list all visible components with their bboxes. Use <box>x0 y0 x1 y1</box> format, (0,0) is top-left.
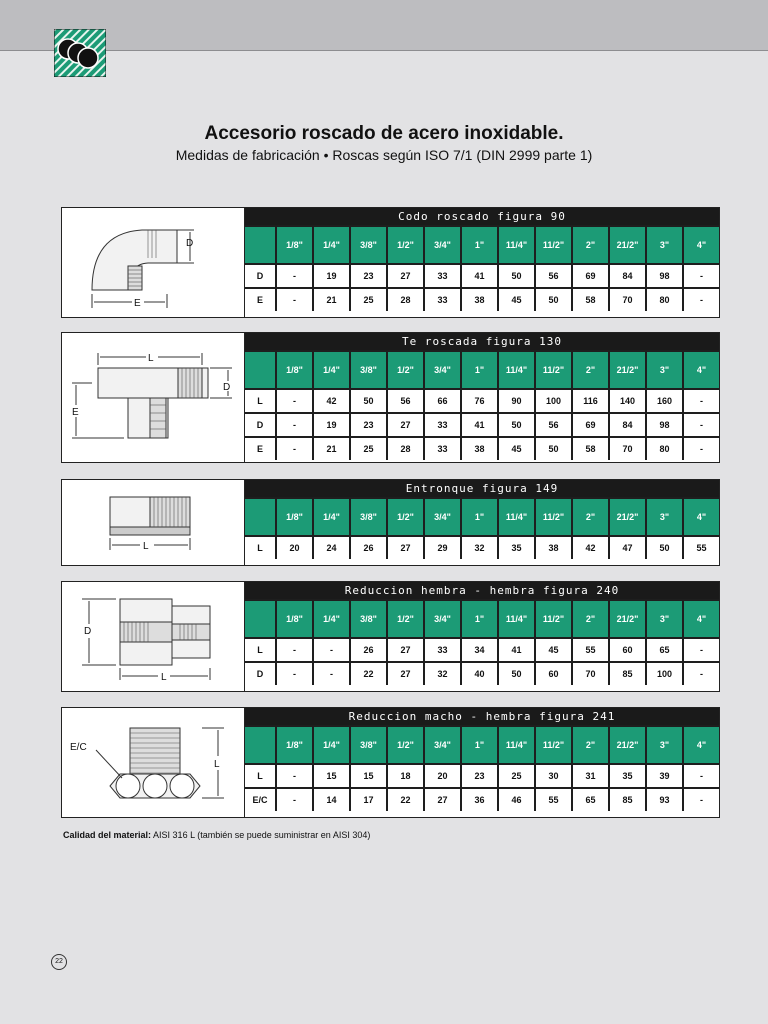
size-header-cell: 3" <box>647 601 682 637</box>
female-reducer-label-d: D <box>84 626 92 637</box>
size-header-cell: 1" <box>462 727 497 763</box>
value-cell: 84 <box>610 414 645 436</box>
value-cell: 70 <box>573 663 608 685</box>
size-header-cell: 3/8" <box>351 352 386 388</box>
value-cell: 35 <box>610 765 645 787</box>
value-cell: 70 <box>610 438 645 460</box>
female-reducer-label-l: L <box>161 672 167 683</box>
value-cell: - <box>684 663 719 685</box>
value-cell: 33 <box>425 414 460 436</box>
value-cell: - <box>277 289 312 311</box>
male-female-reducer-drawing <box>62 708 245 817</box>
value-cell: 70 <box>610 289 645 311</box>
value-cell: 23 <box>351 414 386 436</box>
table-grid <box>245 225 719 311</box>
value-cell: 21 <box>314 289 349 311</box>
value-cell: 27 <box>388 537 423 559</box>
table-grid <box>245 599 719 685</box>
value-cell: 160 <box>647 390 682 412</box>
value-cell: 90 <box>499 390 534 412</box>
value-cell: 25 <box>351 438 386 460</box>
value-cell: - <box>277 639 312 661</box>
value-cell: 15 <box>314 765 349 787</box>
value-cell: - <box>277 438 312 460</box>
value-cell: 56 <box>536 414 571 436</box>
value-cell: 14 <box>314 789 349 811</box>
size-header-cell: 11/2" <box>536 499 571 535</box>
value-cell: 47 <box>610 537 645 559</box>
value-cell: 19 <box>314 265 349 287</box>
value-cell: 41 <box>499 639 534 661</box>
tee-label-d: D <box>223 382 231 393</box>
value-cell: 85 <box>610 789 645 811</box>
table-block-female-reducer <box>61 581 720 692</box>
size-header-cell: 11/4" <box>499 727 534 763</box>
dimension-table <box>245 480 719 559</box>
value-cell: 42 <box>573 537 608 559</box>
value-cell: 30 <box>536 765 571 787</box>
size-header-cell: 1/8" <box>277 499 312 535</box>
value-cell: 80 <box>647 438 682 460</box>
size-header-cell: 1" <box>462 227 497 263</box>
row-label-cell: D <box>245 265 275 287</box>
row-label-cell: E/C <box>245 789 275 811</box>
value-cell: 25 <box>499 765 534 787</box>
value-cell: 26 <box>351 639 386 661</box>
value-cell: - <box>277 663 312 685</box>
value-cell: - <box>684 789 719 811</box>
value-cell: 35 <box>499 537 534 559</box>
size-header-cell: 11/2" <box>536 227 571 263</box>
size-header-cell: 3/4" <box>425 601 460 637</box>
size-header-cell: 1/8" <box>277 352 312 388</box>
material-note-text: AISI 316 L (también se puede suministrar en AISI 304) <box>153 830 371 840</box>
size-header-cell: 1/8" <box>277 601 312 637</box>
row-label-cell: L <box>245 537 275 559</box>
value-cell: 22 <box>388 789 423 811</box>
row-label-cell: E <box>245 289 275 311</box>
value-cell: 36 <box>462 789 497 811</box>
value-cell: - <box>684 765 719 787</box>
value-cell: 100 <box>647 663 682 685</box>
value-cell: 34 <box>462 639 497 661</box>
value-cell: 50 <box>499 414 534 436</box>
size-header-cell: 3" <box>647 727 682 763</box>
size-header-cell: 1" <box>462 499 497 535</box>
value-cell: 31 <box>573 765 608 787</box>
value-cell: 29 <box>425 537 460 559</box>
value-cell: 56 <box>388 390 423 412</box>
value-cell: 45 <box>536 639 571 661</box>
size-header-cell: 21/2" <box>610 601 645 637</box>
table-block-tee <box>61 332 720 463</box>
value-cell: 98 <box>647 414 682 436</box>
value-cell: 50 <box>499 663 534 685</box>
value-cell: 23 <box>351 265 386 287</box>
value-cell: 27 <box>388 414 423 436</box>
value-cell: 98 <box>647 265 682 287</box>
value-cell: 84 <box>610 265 645 287</box>
table-block-nipple <box>61 479 720 566</box>
value-cell: 39 <box>647 765 682 787</box>
value-cell: 69 <box>573 414 608 436</box>
value-cell: 24 <box>314 537 349 559</box>
size-header-cell: 1/4" <box>314 601 349 637</box>
value-cell: 66 <box>425 390 460 412</box>
size-header-cell: 1" <box>462 352 497 388</box>
size-header-cell: 11/4" <box>499 601 534 637</box>
value-cell: 140 <box>610 390 645 412</box>
size-header-cell: 11/4" <box>499 499 534 535</box>
size-header-cell: 1/2" <box>388 727 423 763</box>
value-cell: 85 <box>610 663 645 685</box>
row-label-cell: D <box>245 663 275 685</box>
size-header-cell: 11/2" <box>536 601 571 637</box>
value-cell: - <box>277 390 312 412</box>
table-title: Reduccion macho - hembra figura 241 <box>245 708 719 725</box>
size-header-cell: 3/8" <box>351 227 386 263</box>
table-block-elbow <box>61 207 720 318</box>
value-cell: 50 <box>536 438 571 460</box>
value-cell: - <box>314 639 349 661</box>
company-logo <box>54 29 106 77</box>
size-header-cell: 11/2" <box>536 352 571 388</box>
header-corner-cell <box>245 727 275 763</box>
material-note <box>63 830 370 840</box>
size-header-cell: 3/4" <box>425 727 460 763</box>
value-cell: 32 <box>462 537 497 559</box>
value-cell: 50 <box>536 289 571 311</box>
female-reducer-drawing <box>62 582 245 691</box>
elbow-label-e: E <box>134 298 141 309</box>
size-header-cell: 11/4" <box>499 352 534 388</box>
size-header-cell: 3" <box>647 499 682 535</box>
elbow-label-d: D <box>186 238 194 249</box>
value-cell: - <box>684 390 719 412</box>
size-header-cell: 3" <box>647 227 682 263</box>
tee-label-l: L <box>148 353 154 364</box>
size-header-cell: 1/4" <box>314 727 349 763</box>
size-header-cell: 21/2" <box>610 727 645 763</box>
elbow-drawing <box>62 208 245 317</box>
value-cell: 40 <box>462 663 497 685</box>
value-cell: 60 <box>536 663 571 685</box>
value-cell: 38 <box>536 537 571 559</box>
size-header-cell: 1/2" <box>388 499 423 535</box>
value-cell: 20 <box>277 537 312 559</box>
row-label-cell: L <box>245 765 275 787</box>
value-cell: - <box>684 265 719 287</box>
value-cell: 65 <box>573 789 608 811</box>
value-cell: 60 <box>610 639 645 661</box>
nipple-label-l: L <box>143 541 149 552</box>
size-header-cell: 2" <box>573 499 608 535</box>
value-cell: - <box>277 414 312 436</box>
size-header-cell: 21/2" <box>610 352 645 388</box>
size-header-cell: 21/2" <box>610 499 645 535</box>
male-female-reducer-label-ec: E/C <box>70 742 87 753</box>
size-header-cell: 4" <box>684 227 719 263</box>
size-header-cell: 1/4" <box>314 499 349 535</box>
header-corner-cell <box>245 227 275 263</box>
size-header-cell: 2" <box>573 727 608 763</box>
value-cell: 100 <box>536 390 571 412</box>
dimension-table <box>245 582 719 685</box>
size-header-cell: 1/8" <box>277 227 312 263</box>
page-number: 22 <box>51 954 67 970</box>
row-label-cell: L <box>245 639 275 661</box>
tee-label-e: E <box>72 407 79 418</box>
size-header-cell: 3/4" <box>425 499 460 535</box>
tee-drawing <box>62 333 245 462</box>
table-title: Entronque figura 149 <box>245 480 719 497</box>
value-cell: 20 <box>425 765 460 787</box>
size-header-cell: 11/4" <box>499 227 534 263</box>
value-cell: 55 <box>684 537 719 559</box>
header-corner-cell <box>245 352 275 388</box>
table-title: Reduccion hembra - hembra figura 240 <box>245 582 719 599</box>
value-cell: 41 <box>462 414 497 436</box>
value-cell: 80 <box>647 289 682 311</box>
value-cell: 56 <box>536 265 571 287</box>
value-cell: 19 <box>314 414 349 436</box>
header-corner-cell <box>245 601 275 637</box>
size-header-cell: 2" <box>573 227 608 263</box>
size-header-cell: 1/4" <box>314 352 349 388</box>
size-header-cell: 4" <box>684 499 719 535</box>
size-header-cell: 3/8" <box>351 727 386 763</box>
value-cell: 38 <box>462 289 497 311</box>
value-cell: 33 <box>425 438 460 460</box>
nipple-drawing <box>62 480 245 565</box>
value-cell: 38 <box>462 438 497 460</box>
value-cell: 15 <box>351 765 386 787</box>
size-header-cell: 4" <box>684 727 719 763</box>
size-header-cell: 2" <box>573 601 608 637</box>
male-female-reducer-label-l: L <box>214 759 220 770</box>
value-cell: - <box>684 438 719 460</box>
value-cell: - <box>314 663 349 685</box>
value-cell: 33 <box>425 639 460 661</box>
value-cell: 46 <box>499 789 534 811</box>
top-band <box>0 0 768 51</box>
row-label-cell: E <box>245 438 275 460</box>
material-note-label: Calidad del material: <box>63 830 152 840</box>
value-cell: 50 <box>647 537 682 559</box>
value-cell: - <box>684 289 719 311</box>
dimension-table <box>245 208 719 311</box>
value-cell: 33 <box>425 289 460 311</box>
dimension-table <box>245 333 719 460</box>
size-header-cell: 21/2" <box>610 227 645 263</box>
size-header-cell: 3/8" <box>351 499 386 535</box>
value-cell: 65 <box>647 639 682 661</box>
table-grid <box>245 725 719 811</box>
value-cell: 25 <box>351 289 386 311</box>
value-cell: 45 <box>499 438 534 460</box>
value-cell: 116 <box>573 390 608 412</box>
value-cell: - <box>277 789 312 811</box>
value-cell: 17 <box>351 789 386 811</box>
value-cell: 76 <box>462 390 497 412</box>
value-cell: 21 <box>314 438 349 460</box>
table-block-male-female-reducer <box>61 707 720 818</box>
header-corner-cell <box>245 499 275 535</box>
table-grid <box>245 497 719 559</box>
size-header-cell: 3/8" <box>351 601 386 637</box>
value-cell: 27 <box>388 639 423 661</box>
row-label-cell: L <box>245 390 275 412</box>
value-cell: - <box>277 765 312 787</box>
value-cell: - <box>684 414 719 436</box>
size-header-cell: 4" <box>684 352 719 388</box>
size-header-cell: 1/8" <box>277 727 312 763</box>
dimension-table <box>245 708 719 811</box>
size-header-cell: 1/2" <box>388 227 423 263</box>
size-header-cell: 3" <box>647 352 682 388</box>
table-title: Te roscada figura 130 <box>245 333 719 350</box>
value-cell: 27 <box>425 789 460 811</box>
page-subtitle: Medidas de fabricación • Roscas según ISO 7/1 (DIN 2999 parte 1) <box>175 147 593 163</box>
value-cell: 42 <box>314 390 349 412</box>
page-title: Accesorio roscado de acero inoxidable. <box>204 123 564 144</box>
value-cell: 58 <box>573 438 608 460</box>
size-header-cell: 3/4" <box>425 227 460 263</box>
size-header-cell: 1/2" <box>388 601 423 637</box>
value-cell: 28 <box>388 438 423 460</box>
value-cell: 18 <box>388 765 423 787</box>
value-cell: 33 <box>425 265 460 287</box>
value-cell: 55 <box>536 789 571 811</box>
value-cell: 45 <box>499 289 534 311</box>
size-header-cell: 1" <box>462 601 497 637</box>
value-cell: 27 <box>388 663 423 685</box>
size-header-cell: 1/4" <box>314 227 349 263</box>
table-title: Codo roscado figura 90 <box>245 208 719 225</box>
size-header-cell: 1/2" <box>388 352 423 388</box>
table-grid <box>245 350 719 460</box>
value-cell: - <box>684 639 719 661</box>
value-cell: - <box>277 265 312 287</box>
value-cell: 93 <box>647 789 682 811</box>
size-header-cell: 2" <box>573 352 608 388</box>
value-cell: 23 <box>462 765 497 787</box>
size-header-cell: 3/4" <box>425 352 460 388</box>
value-cell: 32 <box>425 663 460 685</box>
value-cell: 58 <box>573 289 608 311</box>
value-cell: 50 <box>351 390 386 412</box>
value-cell: 50 <box>499 265 534 287</box>
size-header-cell: 11/2" <box>536 727 571 763</box>
value-cell: 26 <box>351 537 386 559</box>
value-cell: 27 <box>388 265 423 287</box>
value-cell: 22 <box>351 663 386 685</box>
size-header-cell: 4" <box>684 601 719 637</box>
value-cell: 55 <box>573 639 608 661</box>
value-cell: 41 <box>462 265 497 287</box>
row-label-cell: D <box>245 414 275 436</box>
value-cell: 28 <box>388 289 423 311</box>
value-cell: 69 <box>573 265 608 287</box>
